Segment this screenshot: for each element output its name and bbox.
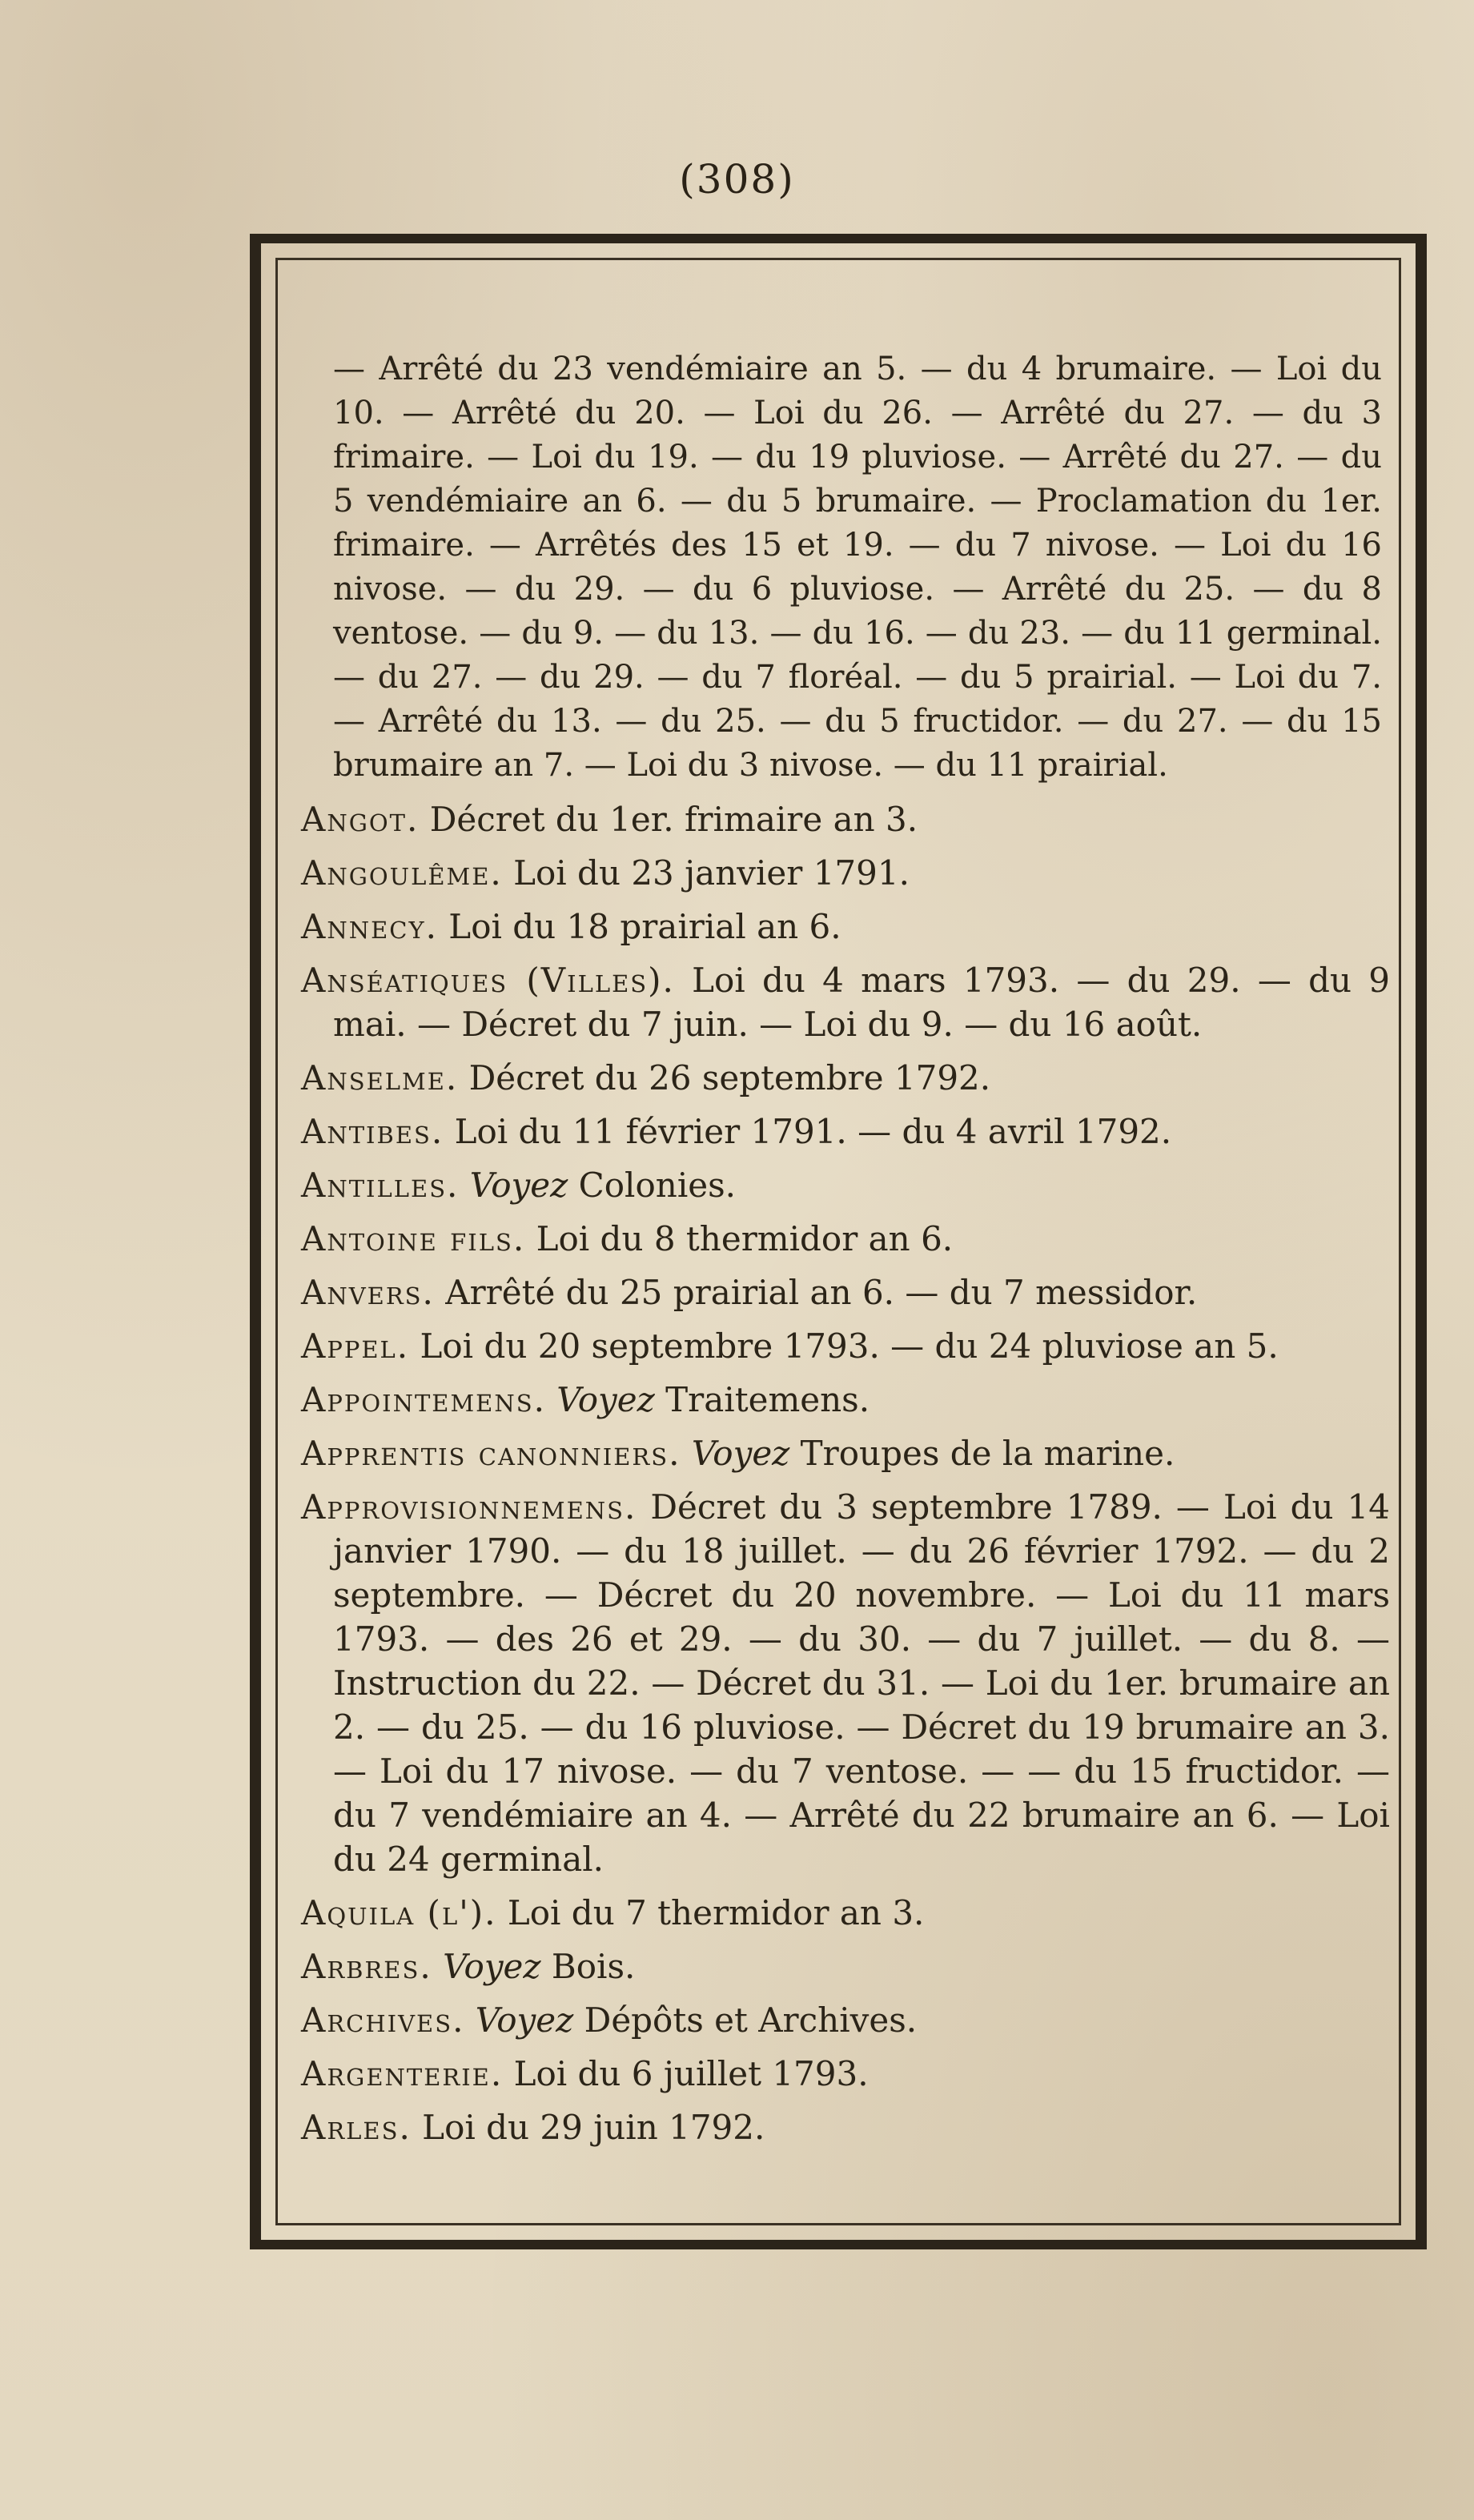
index-entry bbox=[301, 1110, 1390, 1154]
entry-references: Décret du 3 septembre 1789. — Loi du 14 janvier 1790. — du 18 juillet. — du 26 février 1792. — du 2 septembre. — Décret du 20 novembre. — Loi du 11 mars 1793. — des 26 et 29. — du 30. — du 7 juillet. — du 8. — Instruction du 22. — Décret du 31. — Loi du 1er. brumaire an 2. — du 25. — du 16 pluviose. — Décret du 19 brumaire an 3. — Loi du 17 nivose. — du 7 ventose. — — du 15 fructidor. — du 7 vendémiaire an 4. — Arrêté du 22 brumaire an 6. — Loi du 24 germinal. bbox=[333, 1487, 1390, 1879]
entry-references: Loi du 18 prairial an 6. bbox=[448, 907, 841, 946]
entry-heading: Apprentis canonniers. bbox=[301, 1434, 681, 1473]
entry-heading: Appel. bbox=[301, 1326, 410, 1366]
index-entry bbox=[301, 1485, 1390, 1881]
index-entry bbox=[301, 1431, 1390, 1475]
entry-see-also-label: Voyez bbox=[475, 2000, 574, 2040]
entry-references: Loi du 20 septembre 1793. — du 24 pluviose an 5. bbox=[420, 1326, 1279, 1366]
entry-references: Loi du 7 thermidor an 3. bbox=[507, 1893, 925, 1932]
entry-heading: Archives. bbox=[301, 2000, 465, 2040]
entry-see-also-label: Voyez bbox=[556, 1380, 655, 1419]
index-entry bbox=[301, 1944, 1390, 1988]
entry-see-also-target: Bois. bbox=[551, 1947, 636, 1986]
entry-see-also-target: Troupes de la marine. bbox=[800, 1434, 1175, 1473]
entry-references: Décret du 1er. frimaire an 3. bbox=[429, 800, 918, 839]
entry-heading: Arles. bbox=[301, 2108, 412, 2147]
entry-heading: Anvers. bbox=[301, 1273, 435, 1312]
entry-references: Loi du 6 juillet 1793. bbox=[513, 2054, 869, 2093]
entry-see-also-label: Voyez bbox=[469, 1166, 568, 1205]
page-frame bbox=[250, 234, 1427, 2249]
entry-references: Loi du 11 février 1791. — du 4 avril 1792. bbox=[454, 1112, 1172, 1151]
entry-heading: Annecy. bbox=[301, 907, 438, 946]
index-content bbox=[301, 315, 1390, 2159]
entry-heading: Arbres. bbox=[301, 1947, 432, 1986]
index-entry bbox=[301, 1891, 1390, 1935]
index-entry bbox=[301, 2105, 1390, 2149]
continuation-paragraph: — Arrêté du 23 vendémiaire an 5. — du 4 brumaire. — Loi du 10. — Arrêté du 20. — Loi du 26. — Arrêté du 27. — du 3 frimaire. — Loi du 19. — du 19 pluviose. — Arrêté du 27. — du 5 vendémiaire an 6. — du 5 brumaire. — Proclamation du 1er. frimaire. — Arrêtés des 15 et 19. — du 7 nivose. — Loi du 16 nivose. — du 29. — du 6 pluviose. — Arrêté du 25. — du 8 ventose. — du 9. — du 13. — du 16. — du 23. — du 11 germinal. — du 27. — du 29. — du 7 floréal. — du 5 prairial. — Loi du 7. — Arrêté du 13. — du 25. — du 5 fructidor. — du 27. — du 15 brumaire an 7. — Loi du 3 nivose. — du 11 prairial. bbox=[333, 351, 1382, 784]
entry-heading: Approvisionnemens. bbox=[301, 1487, 637, 1527]
entry-heading: Argenterie. bbox=[301, 2054, 504, 2093]
entry-references: Loi du 23 janvier 1791. bbox=[513, 853, 910, 893]
index-entry bbox=[301, 958, 1390, 1046]
entry-references: Loi du 29 juin 1792. bbox=[422, 2108, 765, 2147]
entry-references: Arrêté du 25 prairial an 6. — du 7 messidor. bbox=[445, 1273, 1198, 1312]
index-entry bbox=[301, 1056, 1390, 1100]
entry-references: Loi du 4 mars 1793. — du 29. — du 9 mai. — Décret du 7 juin. — Loi du 9. — du 16 août. bbox=[333, 961, 1390, 1044]
index-entry bbox=[301, 1217, 1390, 1261]
index-entry bbox=[301, 2052, 1390, 2096]
entry-see-also-target: Dépôts et Archives. bbox=[584, 2000, 918, 2040]
entry-references: Décret du 26 septembre 1792. bbox=[468, 1058, 991, 1097]
entry-see-also-target: Traitemens. bbox=[665, 1380, 870, 1419]
entry-see-also-label: Voyez bbox=[691, 1434, 790, 1473]
entry-see-also-target: Colonies. bbox=[578, 1166, 737, 1205]
index-entry bbox=[301, 797, 1390, 841]
entry-heading: Antoine fils. bbox=[301, 1219, 526, 1258]
entry-heading: Aquila (l'). bbox=[301, 1893, 497, 1932]
entry-references: Loi du 8 thermidor an 6. bbox=[536, 1219, 954, 1258]
entry-heading: Anselme. bbox=[301, 1058, 459, 1097]
index-entry bbox=[301, 1378, 1390, 1422]
entry-heading: Antilles. bbox=[301, 1166, 460, 1205]
index-entry bbox=[301, 851, 1390, 895]
entry-heading: Anséatiques (Villes). bbox=[301, 961, 675, 1000]
entry-heading: Angoulême. bbox=[301, 853, 503, 893]
index-entry bbox=[301, 1163, 1390, 1207]
entry-heading: Angot. bbox=[301, 800, 420, 839]
entry-heading: Antibes. bbox=[301, 1112, 444, 1151]
index-entries bbox=[301, 797, 1390, 2149]
index-entry bbox=[301, 905, 1390, 949]
page-number: (308) bbox=[679, 156, 795, 203]
index-entry bbox=[301, 1998, 1390, 2042]
entry-heading: Appointemens. bbox=[301, 1380, 546, 1419]
index-entry bbox=[301, 1324, 1390, 1368]
index-entry bbox=[301, 1270, 1390, 1314]
entry-see-also-label: Voyez bbox=[443, 1947, 541, 1986]
